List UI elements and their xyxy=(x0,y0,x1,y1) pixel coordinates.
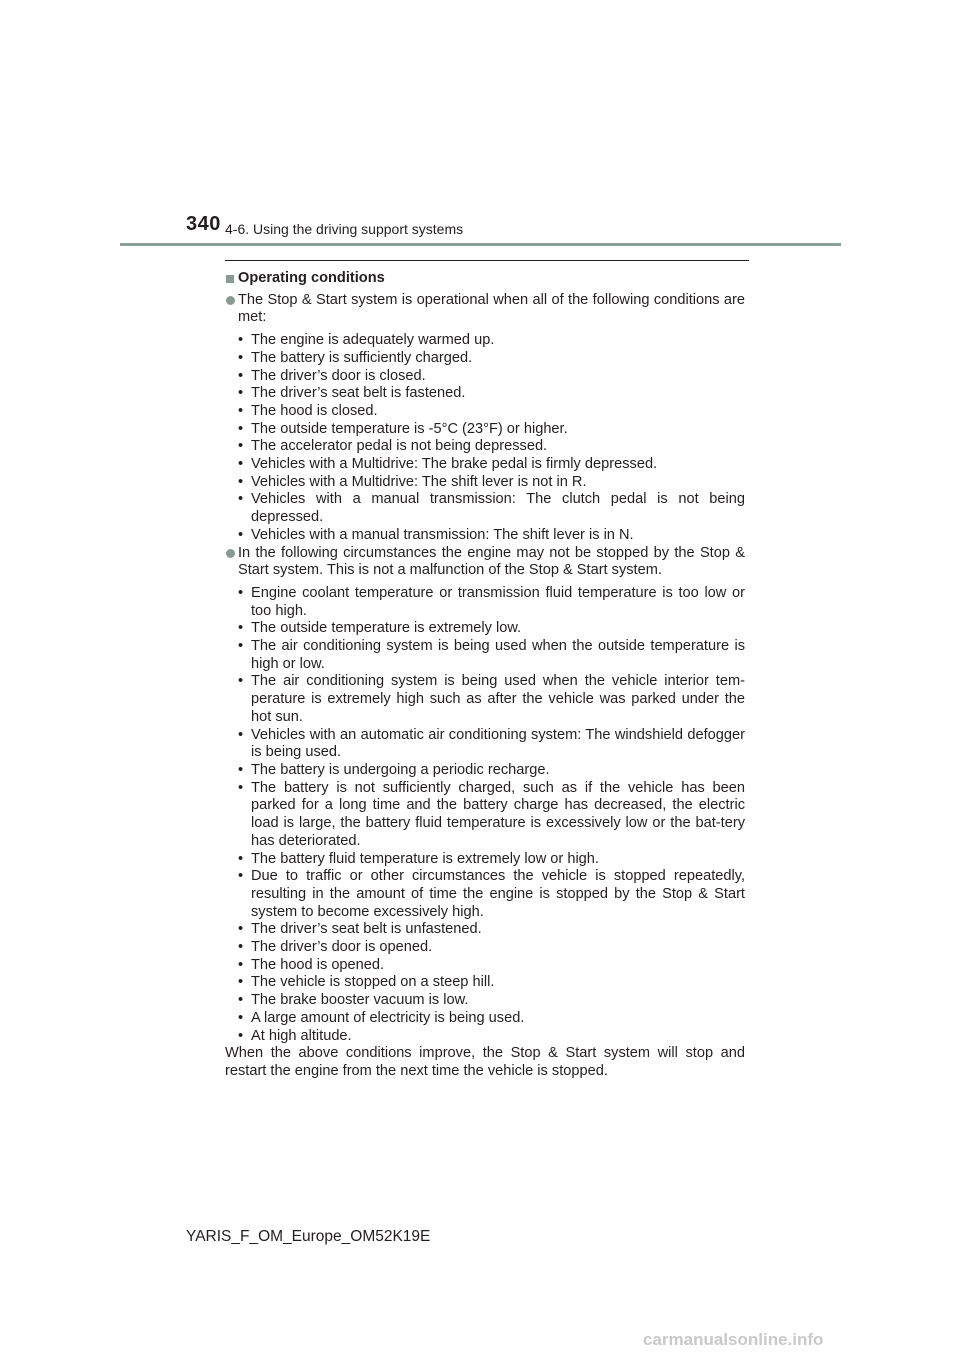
page-number: 340 xyxy=(186,213,221,235)
list-item: • Engine coolant temperature or transmission fluid temperature is too low or too high. xyxy=(251,585,745,620)
circle-bullet-icon xyxy=(226,296,235,305)
list-item: • Vehicles with a Multidrive: The shift lever is not in R. xyxy=(251,474,745,492)
list-item: • The vehicle is stopped on a steep hill. xyxy=(251,974,745,992)
list-item: • The air conditioning system is being used when the outside temperature is high or low. xyxy=(251,638,745,673)
content xyxy=(225,270,745,1081)
header-rule xyxy=(120,243,841,246)
list-item: • The engine is adequately warmed up. xyxy=(251,332,745,350)
list-item: • The outside temperature is -5°C (23°F) or higher. xyxy=(251,421,745,439)
circle-bullet-icon xyxy=(226,549,235,558)
section-heading-text: Operating conditions xyxy=(238,270,385,286)
point-text: The Stop & Start system is operational when all of the following conditions are met: xyxy=(238,291,745,326)
list-item: • Vehicles with an automatic air conditioning system: The windshield defogger is being used. xyxy=(251,727,745,762)
list-item: • Vehicles with a manual transmission: The shift lever is in N. xyxy=(251,527,745,545)
list-item: • The battery is sufficiently charged. xyxy=(251,350,745,368)
list-item: • The air conditioning system is being used when the vehicle interior tem-perature is extremely high such as after the vehicle was parked under the hot sun. xyxy=(251,673,745,726)
closing-paragraph: When the above conditions improve, the Stop & Start system will stop and restart the engine from the next time the vehicle is stopped. xyxy=(225,1045,745,1079)
point-text: In the following circumstances the engine may not be stopped by the Stop & Start system. This is not a malfunction of the Stop & Start system. xyxy=(238,544,745,579)
list-item: • The hood is closed. xyxy=(251,403,745,421)
list-item: • A large amount of electricity is being used. xyxy=(251,1010,745,1028)
list-item: • The battery is not sufficiently charged, such as if the vehicle has been parked for a long time and the battery charge has decreased, the electric load is large, the battery fluid temperature is excessively low or the bat-tery has deteriorated. xyxy=(251,780,745,851)
list-item: • The accelerator pedal is not being depressed. xyxy=(251,438,745,456)
chapter-title: 4-6. Using the driving support systems xyxy=(225,221,464,237)
watermark: carmanualsonline.info xyxy=(643,1330,824,1349)
list-item: • Vehicles with a manual transmission: The clutch pedal is not being depressed. xyxy=(251,491,745,526)
list-item: • The battery fluid temperature is extremely low or high. xyxy=(251,851,745,869)
list-item: • Vehicles with a Multidrive: The brake pedal is firmly depressed. xyxy=(251,456,745,474)
point-operational-conditions xyxy=(225,292,745,327)
list-item: • The brake booster vacuum is low. xyxy=(251,992,745,1010)
list-item: • The driver’s seat belt is fastened. xyxy=(251,385,745,403)
list-item: • The battery is undergoing a periodic recharge. xyxy=(251,762,745,780)
list-item: • The driver’s door is closed. xyxy=(251,368,745,386)
conditions-list xyxy=(225,332,745,544)
list-item: • The driver’s seat belt is unfastened. xyxy=(251,921,745,939)
list-item: • The hood is opened. xyxy=(251,957,745,975)
list-item: • Due to traffic or other circumstances the vehicle is stopped repeatedly, resulting in the amount of time the engine is stopped by the Stop & Start system to become excessively high. xyxy=(251,868,745,921)
section-heading xyxy=(225,270,745,288)
section-rule xyxy=(225,260,749,261)
document-code: YARIS_F_OM_Europe_OM52K19E xyxy=(186,1228,431,1245)
point-not-stopped-circumstances xyxy=(225,545,745,580)
square-bullet-icon xyxy=(226,275,234,283)
list-item: • The driver’s door is opened. xyxy=(251,939,745,957)
list-item: • At high altitude. xyxy=(251,1028,745,1046)
list-item: • The outside temperature is extremely low. xyxy=(251,620,745,638)
circumstances-list xyxy=(225,585,745,1045)
